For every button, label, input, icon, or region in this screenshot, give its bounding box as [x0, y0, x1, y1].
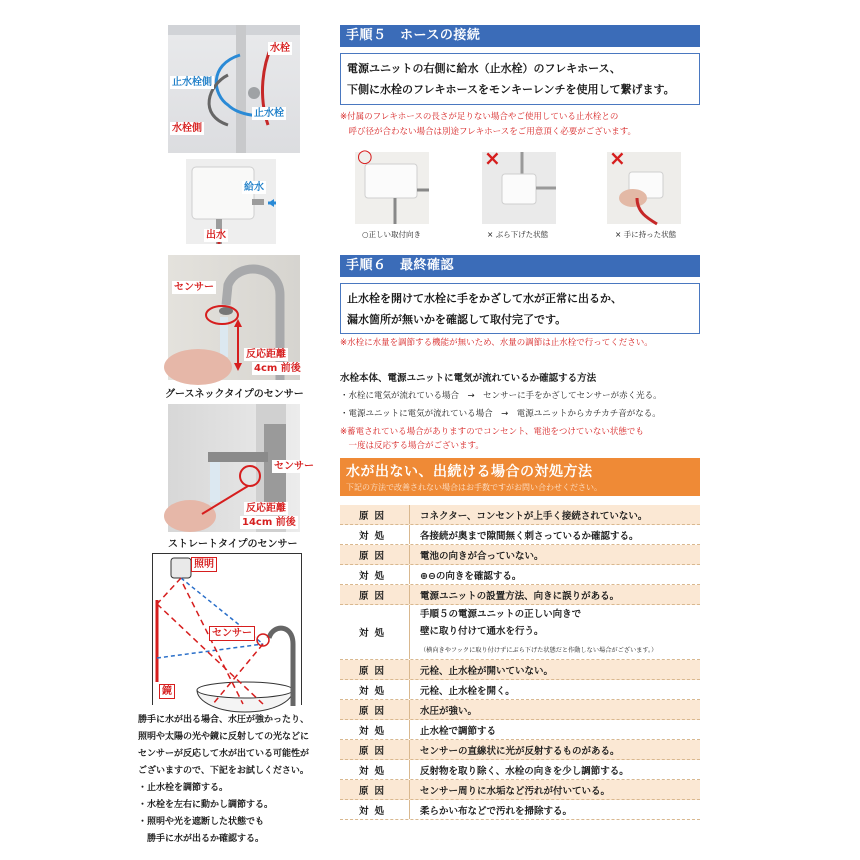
thumb-caption-correct: ○正しい取付向き: [362, 230, 422, 239]
row-label: 原因: [340, 660, 410, 679]
row-text: [410, 680, 700, 699]
check-line-2: ・電源ユニットに電気が流れている場合 → 電源ユニットからカチカチ音がなる。: [340, 409, 661, 419]
gooseneck-distance-label: 反応距離: [246, 349, 286, 360]
step5-note-1: ※付属のフレキホースの長さが足りない場合やご使用している止水栓との: [340, 112, 619, 122]
row-text: [410, 660, 700, 679]
table-row: [340, 545, 700, 565]
row-text-main: 反射物を取り除く、水栓の向きを少し調節する。: [420, 765, 629, 777]
thumb-mark-correct: ○: [357, 146, 373, 167]
check-note-1: ※蓄電されている場合がありますのでコンセント、電池をつけていない状態でも: [340, 427, 644, 437]
stop-valve-side-label: 止水栓側: [172, 77, 212, 88]
thumb-correct: [355, 146, 429, 224]
row-text-main: 水圧が強い。: [420, 705, 478, 717]
row-label: 原因: [340, 545, 410, 564]
row-text: [410, 740, 700, 759]
step5-header: 手順５ ホースの接続: [340, 25, 700, 47]
table-row: [340, 740, 700, 760]
step6-line-1: 止水栓を開けて水栓に手をかざして水が正常に出るか、: [347, 292, 622, 305]
auto-water-note-line: センサーが反応して水が出ている可能性が: [138, 749, 310, 759]
gooseneck-sensor-label: センサー: [174, 282, 214, 293]
row-text-main: 電源ユニットの設置方法、向きに誤りがある。: [420, 590, 620, 602]
straight-photo: [168, 404, 314, 532]
straight-caption: ストレートタイプのセンサー: [168, 539, 298, 550]
table-row: [340, 720, 700, 740]
mirror-label: 鏡: [159, 684, 175, 699]
step6-note: ※水栓に水量を調節する機能が無いため、水量の調節は止水栓で行ってください。: [340, 338, 653, 348]
check-line-1: ・水栓に電気が流れている場合 → センサーに手をかざしてセンサーが赤く光る。: [340, 391, 662, 401]
row-label: 原因: [340, 585, 410, 604]
outlet-label: 出水: [206, 230, 226, 241]
row-text-main: 元栓、止水栓を開く。: [420, 685, 515, 697]
stop-valve-label: 止水栓: [254, 108, 284, 119]
table-row: [340, 700, 700, 720]
row-text-sub: （横向きやフックに取り付けずにぶら下げた状態だと作動しない場合がございます。）: [420, 646, 658, 654]
gooseneck-caption: グースネックタイプのセンサー: [165, 389, 304, 400]
row-label: 原因: [340, 740, 410, 759]
row-text-main: 柔らかい布などで汚れを掃除する。: [420, 805, 573, 817]
auto-water-notes: [138, 712, 338, 848]
row-label: 対処: [340, 680, 410, 699]
row-label: 原因: [340, 780, 410, 799]
table-row: [340, 680, 700, 700]
row-text: [410, 565, 700, 584]
table-row: [340, 525, 700, 545]
troubleshoot-subtitle: 下記の方法で改善されない場合はお手数ですがお問い合わせください。: [346, 483, 602, 492]
auto-water-note-line: 勝手に水が出る場合、水圧が強かったり、: [138, 715, 310, 725]
row-text: [410, 760, 700, 779]
thumb-mark-hanging: ×: [484, 146, 501, 170]
gooseneck-photo: [168, 255, 300, 380]
row-text-main: センサー周りに水垢など汚れが付いている。: [420, 785, 611, 797]
table-row: [340, 605, 700, 660]
row-text-main: 手順５の電源ユニットの正しい向きで: [420, 608, 582, 620]
auto-water-note-line: 勝手に水が出るか確認する。: [138, 834, 265, 844]
row-text-main: 電池の向きが合っていない。: [420, 550, 544, 562]
row-label: 対処: [340, 800, 410, 819]
troubleshoot-table: [340, 505, 700, 820]
step6-line-2: 漏水箇所が無いかを確認して取付完了です。: [347, 313, 567, 326]
troubleshoot-title: 水が出ない、出続ける場合の対処方法: [346, 464, 593, 480]
row-label: 対処: [340, 605, 410, 659]
valve-photo: [168, 25, 300, 153]
row-text-second: 壁に取り付けて通水を行う。: [420, 625, 544, 637]
auto-water-note-line: ・照明や光を遮断した状態でも: [138, 817, 265, 827]
diagram-sensor-label: センサー: [209, 626, 255, 641]
straight-sensor-label: センサー: [274, 461, 314, 472]
step6-instructions: [340, 283, 700, 334]
row-text-main: センサーの直線状に光が反射するものがある。: [420, 745, 620, 757]
row-text: [410, 545, 700, 564]
faucet-side-label: 水栓側: [172, 123, 202, 134]
row-label: 原因: [340, 700, 410, 719]
table-row: [340, 660, 700, 680]
table-row: [340, 800, 700, 820]
row-text: [410, 800, 700, 819]
supply-label: 給水: [244, 182, 264, 193]
row-label: 対処: [340, 565, 410, 584]
row-label: 対処: [340, 525, 410, 544]
row-text-main: コネクター、コンセントが上手く接続されていない。: [420, 510, 648, 522]
row-text-main: 各接続が奥まで隙間無く刺さっているか確認する。: [420, 530, 639, 542]
reflection-diagram: [152, 553, 302, 705]
auto-water-note-line: ・止水栓を調節する。: [138, 783, 229, 793]
step5-note-2: 呼び径が合わない場合は別途フレキホースをご用意頂く必要がございます。: [340, 127, 637, 137]
row-label: 対処: [340, 760, 410, 779]
row-text: [410, 605, 700, 659]
thumb-handheld: [607, 146, 681, 224]
row-text: [410, 585, 700, 604]
table-row: [340, 565, 700, 585]
row-text-main: 元栓、止水栓が開いていない。: [420, 665, 554, 677]
troubleshoot-header: [340, 458, 700, 496]
row-text-main: 止水栓で調節する: [420, 725, 497, 737]
table-row: [340, 585, 700, 605]
auto-water-note-line: 照明や太陽の光や鏡に反射しての光などに: [138, 732, 310, 742]
table-row: [340, 760, 700, 780]
thumb-caption-handheld: × 手に持った状態: [615, 230, 677, 239]
row-text: [410, 720, 700, 739]
straight-distance-value: 14cm 前後: [242, 517, 296, 528]
step5-line-1: 電源ユニットの右側に給水（止水栓）のフレキホース、: [347, 62, 621, 75]
faucet-valve-label: 水栓: [270, 43, 290, 54]
thumb-mark-handheld: ×: [609, 146, 626, 170]
auto-water-note-line: ・水栓を左右に動かし調節する。: [138, 800, 274, 810]
step5-instructions: [340, 53, 700, 105]
row-text-main: ⊕⊖の向きを確認する。: [420, 570, 522, 582]
gooseneck-distance-value: 4cm 前後: [254, 363, 301, 374]
table-row: [340, 505, 700, 525]
thumb-caption-hanging: × ぶら下げた状態: [487, 230, 549, 239]
step5-line-2: 下側に水栓のフレキホースをモンキーレンチを使用して繋げます。: [347, 83, 675, 96]
straight-distance-label: 反応距離: [246, 503, 286, 514]
power-unit-photo: [186, 159, 276, 244]
row-label: 原因: [340, 505, 410, 524]
power-unit-illustration: [186, 159, 276, 244]
check-note-2: 一度は反応する場合がございます。: [340, 441, 484, 451]
step6-header: 手順６ 最終確認: [340, 255, 700, 277]
check-title: 水栓本体、電源ユニットに電気が流れているか確認する方法: [340, 373, 597, 384]
table-row: [340, 780, 700, 800]
row-label: 対処: [340, 720, 410, 739]
row-text: [410, 505, 700, 524]
row-text: [410, 525, 700, 544]
row-text: [410, 780, 700, 799]
auto-water-note-line: ございますので、下記をお試しください。: [138, 766, 309, 776]
thumb-hanging: [482, 146, 556, 224]
light-label: 照明: [191, 557, 217, 572]
row-text: [410, 700, 700, 719]
